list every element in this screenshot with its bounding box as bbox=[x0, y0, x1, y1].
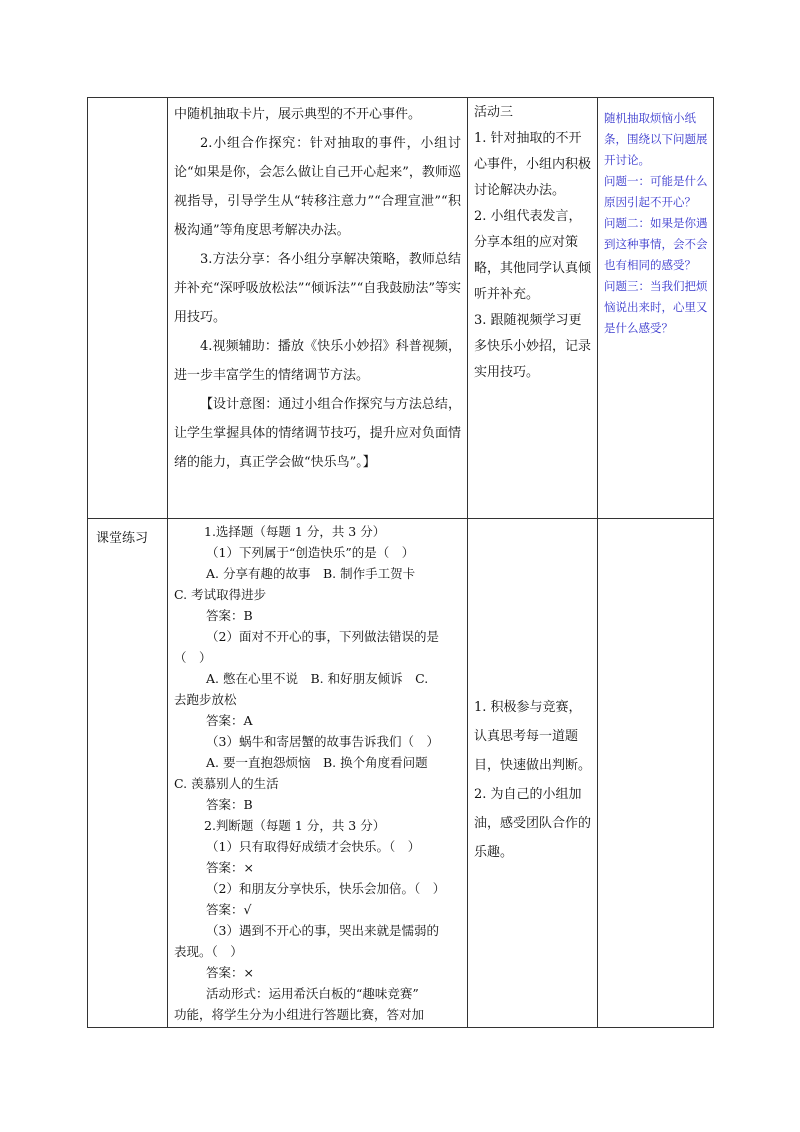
table-row-activity3 bbox=[88, 98, 714, 519]
table-row-practice bbox=[88, 519, 714, 1028]
student-activity-item: 3. 跟随视频学习更多快乐小妙招，记录实用技巧。 bbox=[474, 313, 592, 380]
student-activity-cell bbox=[468, 519, 598, 1028]
exercise-line: 答案：× bbox=[206, 860, 254, 875]
exercise-line: A. 分享有趣的故事 B. 制作手工贺卡 bbox=[206, 566, 416, 581]
exercise-line: A. 憋在心里不说 B. 和好朋友倾诉 C. bbox=[206, 671, 429, 686]
teaching-paragraph: 【设计意图：通过小组合作探究与方法总结，让学生掌握具体的情绪调节技巧，提升应对负面情绪的能力，真正学会做“快乐鸟”。】 bbox=[174, 397, 461, 470]
exercise-line: 1.选择题（每题 1 分，共 3 分） bbox=[204, 524, 386, 539]
student-activity-item: 1. 积极参与竞赛，认真思考每一道题目，快速做出判断。 bbox=[474, 700, 592, 773]
section-label-cell bbox=[88, 519, 168, 1028]
exercise-line: 表现。（ ） bbox=[174, 944, 243, 959]
exercise-line: （2）和朋友分享快乐，快乐会加倍。（ ） bbox=[206, 881, 446, 896]
exercise-line: 功能，将学生分为小组进行答题比赛，答对加 bbox=[174, 1007, 425, 1022]
teacher-note: 问题二：如果是你遇到这种事情，会不会也有相同的感受？ bbox=[604, 216, 708, 272]
teaching-paragraph: 中随机抽取卡片，展示典型的不开心事件。 bbox=[174, 107, 422, 122]
exercise-line: 答案：B bbox=[206, 608, 253, 623]
exercise-line: 答案：B bbox=[206, 797, 253, 812]
teaching-paragraph: 3.方法分享：各小组分享解决策略，教师总结并补充“深呼吸放松法”“倾诉法”“自我鼓励法”等实用技巧。 bbox=[174, 252, 461, 325]
exercise-line: 去跑步放松 bbox=[174, 692, 237, 707]
teaching-process-cell bbox=[168, 98, 468, 519]
exercise-line: （ ） bbox=[174, 650, 212, 665]
teaching-paragraph: 2.小组合作探究：针对抽取的事件，小组讨论“如果是你，会怎么做让自己开心起来”，教师巡视指导，引导学生从“转移注意力”“合理宣泄”“积极沟通”等角度思考解决办法。 bbox=[174, 136, 461, 238]
exercise-line: （2）面对不开心的事，下列做法错误的是 bbox=[206, 629, 439, 644]
activity-title: 活动三 bbox=[474, 105, 514, 120]
section-label: 课堂练习 bbox=[96, 531, 149, 546]
student-activity-item: 2. 为自己的小组加油，感受团队合作的乐趣。 bbox=[474, 787, 592, 860]
exercise-line: 活动形式：运用希沃白板的“趣味竞赛” bbox=[206, 986, 419, 1001]
exercise-line: 2.判断题（每题 1 分，共 3 分） bbox=[204, 818, 386, 833]
exercise-line: 答案：× bbox=[206, 965, 254, 980]
exercise-line: 答案：A bbox=[206, 713, 253, 728]
exercise-line: C. 羡慕别人的生活 bbox=[174, 776, 279, 791]
exercise-line: （1）下列属于“创造快乐”的是（ ） bbox=[206, 545, 415, 560]
teacher-note: 随机抽取烦恼小纸条，围绕以下问题展开讨论。 bbox=[604, 111, 708, 167]
exercise-line: A. 要一直抱怨烦恼 B. 换个角度看问题 bbox=[206, 755, 428, 770]
teacher-note: 问题三：当我们把烦恼说出来时，心里又是什么感受？ bbox=[604, 279, 708, 335]
exercise-line: （3）遇到不开心的事，哭出来就是懦弱的 bbox=[206, 923, 439, 938]
student-activity-item: 2. 小组代表发言，分享本组的应对策略，其他同学认真倾听并补充。 bbox=[474, 209, 592, 302]
section-label-cell bbox=[88, 98, 168, 519]
teacher-notes-cell bbox=[598, 519, 714, 1028]
exercise-line: （1）只有取得好成绩才会快乐。（ ） bbox=[206, 839, 421, 854]
teacher-notes-cell bbox=[598, 98, 714, 519]
student-activity-item: 1. 针对抽取的不开心事件，小组内积极讨论解决办法。 bbox=[474, 131, 592, 198]
exercise-line: C. 考试取得进步 bbox=[174, 587, 267, 602]
teaching-paragraph: 4.视频辅助：播放《快乐小妙招》科普视频，进一步丰富学生的情绪调节方法。 bbox=[174, 339, 461, 383]
exercise-line: 答案：√ bbox=[206, 902, 252, 917]
exercise-line: （3）蜗牛和寄居蟹的故事告诉我们（ ） bbox=[206, 734, 439, 749]
lesson-plan-table bbox=[87, 97, 714, 1028]
exercise-cell bbox=[168, 519, 468, 1028]
teacher-note: 问题一：可能是什么原因引起不开心？ bbox=[604, 174, 708, 209]
student-activity-cell bbox=[468, 98, 598, 519]
